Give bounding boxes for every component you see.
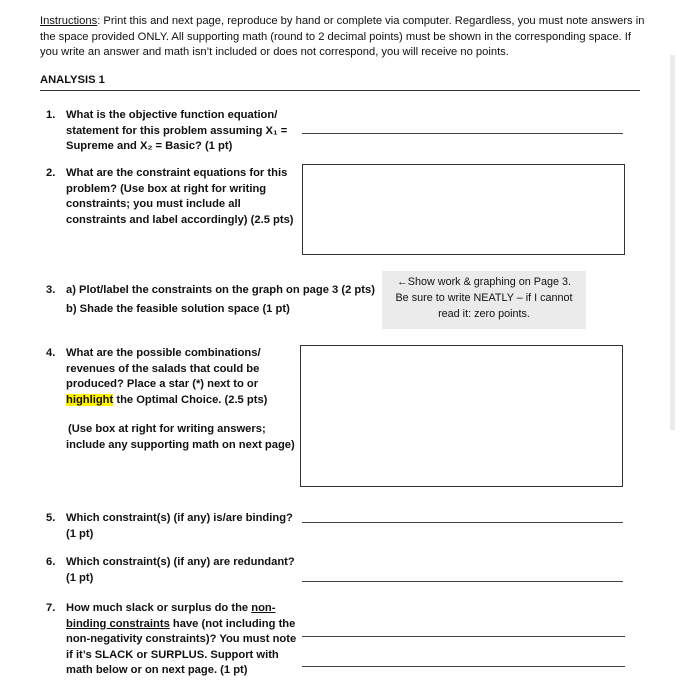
- q5-line-2: (1 pt): [66, 527, 94, 540]
- q4-answer-box[interactable]: [300, 345, 623, 487]
- q7-answer-line-1[interactable]: [302, 636, 625, 637]
- q7-text: [66, 601, 296, 679]
- q2-line-4: constraints and label accordingly) (2.5 pts): [66, 213, 294, 226]
- q7-line-4: if it’s SLACK or SURPLUS. Support with: [66, 648, 279, 661]
- q6-line-1: Which constraint(s) (if any) are redundant?: [66, 556, 295, 568]
- q4-line-6: include any supporting math on next page): [66, 438, 295, 451]
- q4-number: 4.: [46, 347, 56, 359]
- q6-number: 6.: [46, 556, 56, 568]
- q7-line-1: [66, 601, 296, 617]
- q7-line-2: [66, 617, 296, 633]
- q1-text: [66, 108, 287, 155]
- q1-line-1: What is the objective function equation/: [66, 109, 278, 121]
- q5-text: [66, 511, 293, 542]
- q4-line-1: What are the possible combinations/: [66, 347, 261, 359]
- q3-part-b: b) Shade the feasible solution space (1 pt): [66, 302, 290, 315]
- instructions-text: : Print this and next page, reproduce by hand or complete via computer. Regardless, you must note answers in the space provided ONLY. All supporting math (round to 2 decimal points) must be shown in the corresponding space. If you write an answer and math isn’t included or does not correspond, you will receive no points.: [40, 15, 645, 59]
- q2-line-2: problem? (Use box at right for writing: [66, 182, 267, 195]
- q3-note-line-2: Be sure to write NEATLY – if I cannot: [395, 292, 573, 304]
- q7-line-2-rest: have (not including the: [169, 617, 296, 630]
- q4-line-4: [66, 393, 295, 409]
- q1-line-3: Supreme and X₂ = Basic? (1 pt): [66, 140, 233, 153]
- q4-line-4-rest: the Optimal Choice. (2.5 pts): [113, 393, 268, 406]
- q6-line-2: (1 pt): [66, 571, 94, 584]
- q2-line-3: constraints; you must include all: [66, 198, 241, 211]
- q7-number: 7.: [46, 602, 56, 614]
- q7-line-2-underlined: binding constraints: [66, 617, 170, 630]
- section-divider: [40, 90, 640, 91]
- q5-answer-line[interactable]: [302, 522, 623, 523]
- q4-line-5: (Use box at right for writing answers;: [68, 423, 266, 436]
- instructions-paragraph: [40, 14, 652, 61]
- q2-answer-box[interactable]: [302, 164, 625, 255]
- q3-note-box: [382, 271, 586, 329]
- q3-note-line-1: ←Show work & graphing on Page 3.: [396, 276, 572, 288]
- q3-note-line-3: read it: zero points.: [438, 308, 530, 320]
- q7-line-1-pre: How much slack or surplus do the: [66, 602, 252, 614]
- q5-number: 5.: [46, 512, 56, 524]
- q3-text: [66, 283, 375, 317]
- q4-line-3: produced? Place a star (*) next to or: [66, 378, 259, 391]
- q7-line-1-underlined: non-: [251, 602, 276, 614]
- q4-text: [66, 346, 295, 454]
- q4-line-2: revenues of the salads that could be: [66, 362, 260, 375]
- q3-part-a: a) Plot/label the constraints on the graph on page 3 (2 pts): [66, 284, 375, 296]
- section-title: ANALYSIS 1: [40, 74, 105, 86]
- q1-number: 1.: [46, 109, 56, 121]
- q2-text: [66, 166, 294, 228]
- q7-answer-line-2[interactable]: [302, 666, 625, 667]
- q6-text: [66, 555, 295, 586]
- q7-line-3: non-negativity constraints)? You must note: [66, 633, 297, 646]
- q4-highlight-word: highlight: [66, 393, 114, 406]
- instructions-label: Instructions: [40, 15, 98, 27]
- q5-line-1: Which constraint(s) (if any) is/are binding?: [66, 512, 293, 524]
- scrollbar[interactable]: [670, 55, 675, 430]
- q1-answer-line[interactable]: [302, 133, 623, 134]
- q6-answer-line[interactable]: [302, 581, 623, 582]
- q1-line-2: statement for this problem assuming X₁ =: [66, 124, 288, 137]
- q3-number: 3.: [46, 284, 56, 296]
- q2-line-1: What are the constraint equations for this: [66, 167, 288, 179]
- q2-number: 2.: [46, 167, 56, 179]
- q7-line-5: math below or on next page. (1 pt): [66, 664, 248, 677]
